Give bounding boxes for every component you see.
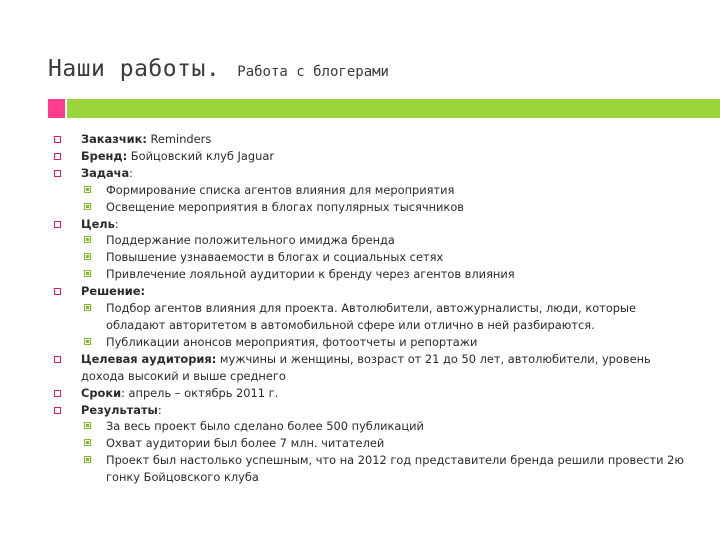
square-bullet-icon (54, 356, 61, 363)
list-item-audience (54, 351, 694, 385)
sub-item (81, 452, 694, 486)
filled-square-bullet-icon (84, 338, 91, 345)
sub-item-text: Повышение узнаваемости в блогах и социальных сетях (106, 250, 444, 265)
list-item-dates (54, 385, 694, 402)
slide-content (54, 131, 694, 486)
item-label: Сроки (81, 385, 122, 400)
title-main: Наши работы. (48, 56, 221, 82)
slide-title (48, 56, 389, 82)
accent-bar-pink (48, 99, 65, 118)
sub-item-text: Освещение мероприятия в блогах популярных тысячников (106, 199, 464, 214)
square-bullet-icon (54, 288, 61, 295)
item-text: : (157, 402, 162, 417)
title-subtitle: Работа с блогерами (237, 64, 389, 80)
sub-item (81, 199, 694, 216)
sub-item-text: Охват аудитории был более 7 млн. читателей (106, 436, 385, 451)
square-bullet-icon (54, 153, 61, 160)
list-item-results (54, 402, 694, 487)
filled-square-bullet-icon (84, 270, 91, 277)
list-item-brand (54, 148, 694, 165)
list-item-goal (54, 216, 694, 284)
list-item-client (54, 131, 694, 148)
item-label: Решение: (81, 284, 146, 299)
accent-bar-green (67, 99, 720, 118)
sub-item-text: За весь проект было сделано более 500 публикаций (106, 419, 424, 434)
item-text: : (129, 165, 134, 180)
square-bullet-icon (54, 136, 61, 143)
sub-item-text: Проект был настолько успешным, что на 2012 год представители бренда решили провести 2ю гонку Бойцовского клуба (106, 453, 684, 485)
sub-item (81, 232, 694, 249)
list-item-solution (54, 283, 694, 351)
item-label: Заказчик: (81, 132, 147, 146)
sub-item (81, 300, 694, 334)
filled-square-bullet-icon (84, 304, 91, 311)
item-text: Бойцовский клуб Jaguar (127, 148, 274, 163)
sub-item (81, 435, 694, 452)
item-label: Бренд: (81, 148, 128, 163)
square-bullet-icon (54, 407, 61, 414)
item-label: Целевая аудитория: (81, 351, 217, 366)
square-bullet-icon (54, 390, 61, 397)
filled-square-bullet-icon (84, 203, 91, 210)
sub-item (81, 182, 694, 199)
square-bullet-icon (54, 170, 61, 177)
sub-item-text: Подбор агентов влияния для проекта. Автолюбители, автожурналисты, люди, которые обладают авторитетом в автомобильной сфере или отлично в ней разбираются. (106, 301, 637, 332)
item-text: : апрель – октябрь 2011 г. (121, 385, 279, 400)
item-text: мужчины и женщины, возраст от 21 до 50 лет, автолюбители, уровень дохода высокий и выше среднего (81, 351, 651, 383)
filled-square-bullet-icon (84, 236, 91, 243)
sub-item (81, 266, 694, 283)
sub-item (81, 249, 694, 266)
sub-item-text: Поддержание положительного имиджа бренда (106, 233, 395, 248)
sub-item-text: Публикации анонсов мероприятия, фотоотчеты и репортажи (106, 334, 478, 349)
item-label: Результаты (81, 402, 158, 417)
sub-item (81, 334, 694, 351)
item-text: Reminders (146, 132, 212, 146)
sub-item-text: Формирование списка агентов влияния для мероприятия (106, 182, 455, 197)
sub-item (81, 418, 694, 435)
list-item-task (54, 165, 694, 216)
item-label: Задача (81, 165, 130, 180)
item-label: Цель (81, 216, 115, 231)
item-text: : (114, 216, 119, 231)
filled-square-bullet-icon (84, 186, 91, 193)
filled-square-bullet-icon (84, 456, 91, 463)
filled-square-bullet-icon (84, 253, 91, 260)
filled-square-bullet-icon (84, 422, 91, 429)
square-bullet-icon (54, 221, 61, 228)
sub-item-text: Привлечение лояльной аудитории к бренду через агентов влияния (106, 267, 515, 282)
filled-square-bullet-icon (84, 439, 91, 446)
